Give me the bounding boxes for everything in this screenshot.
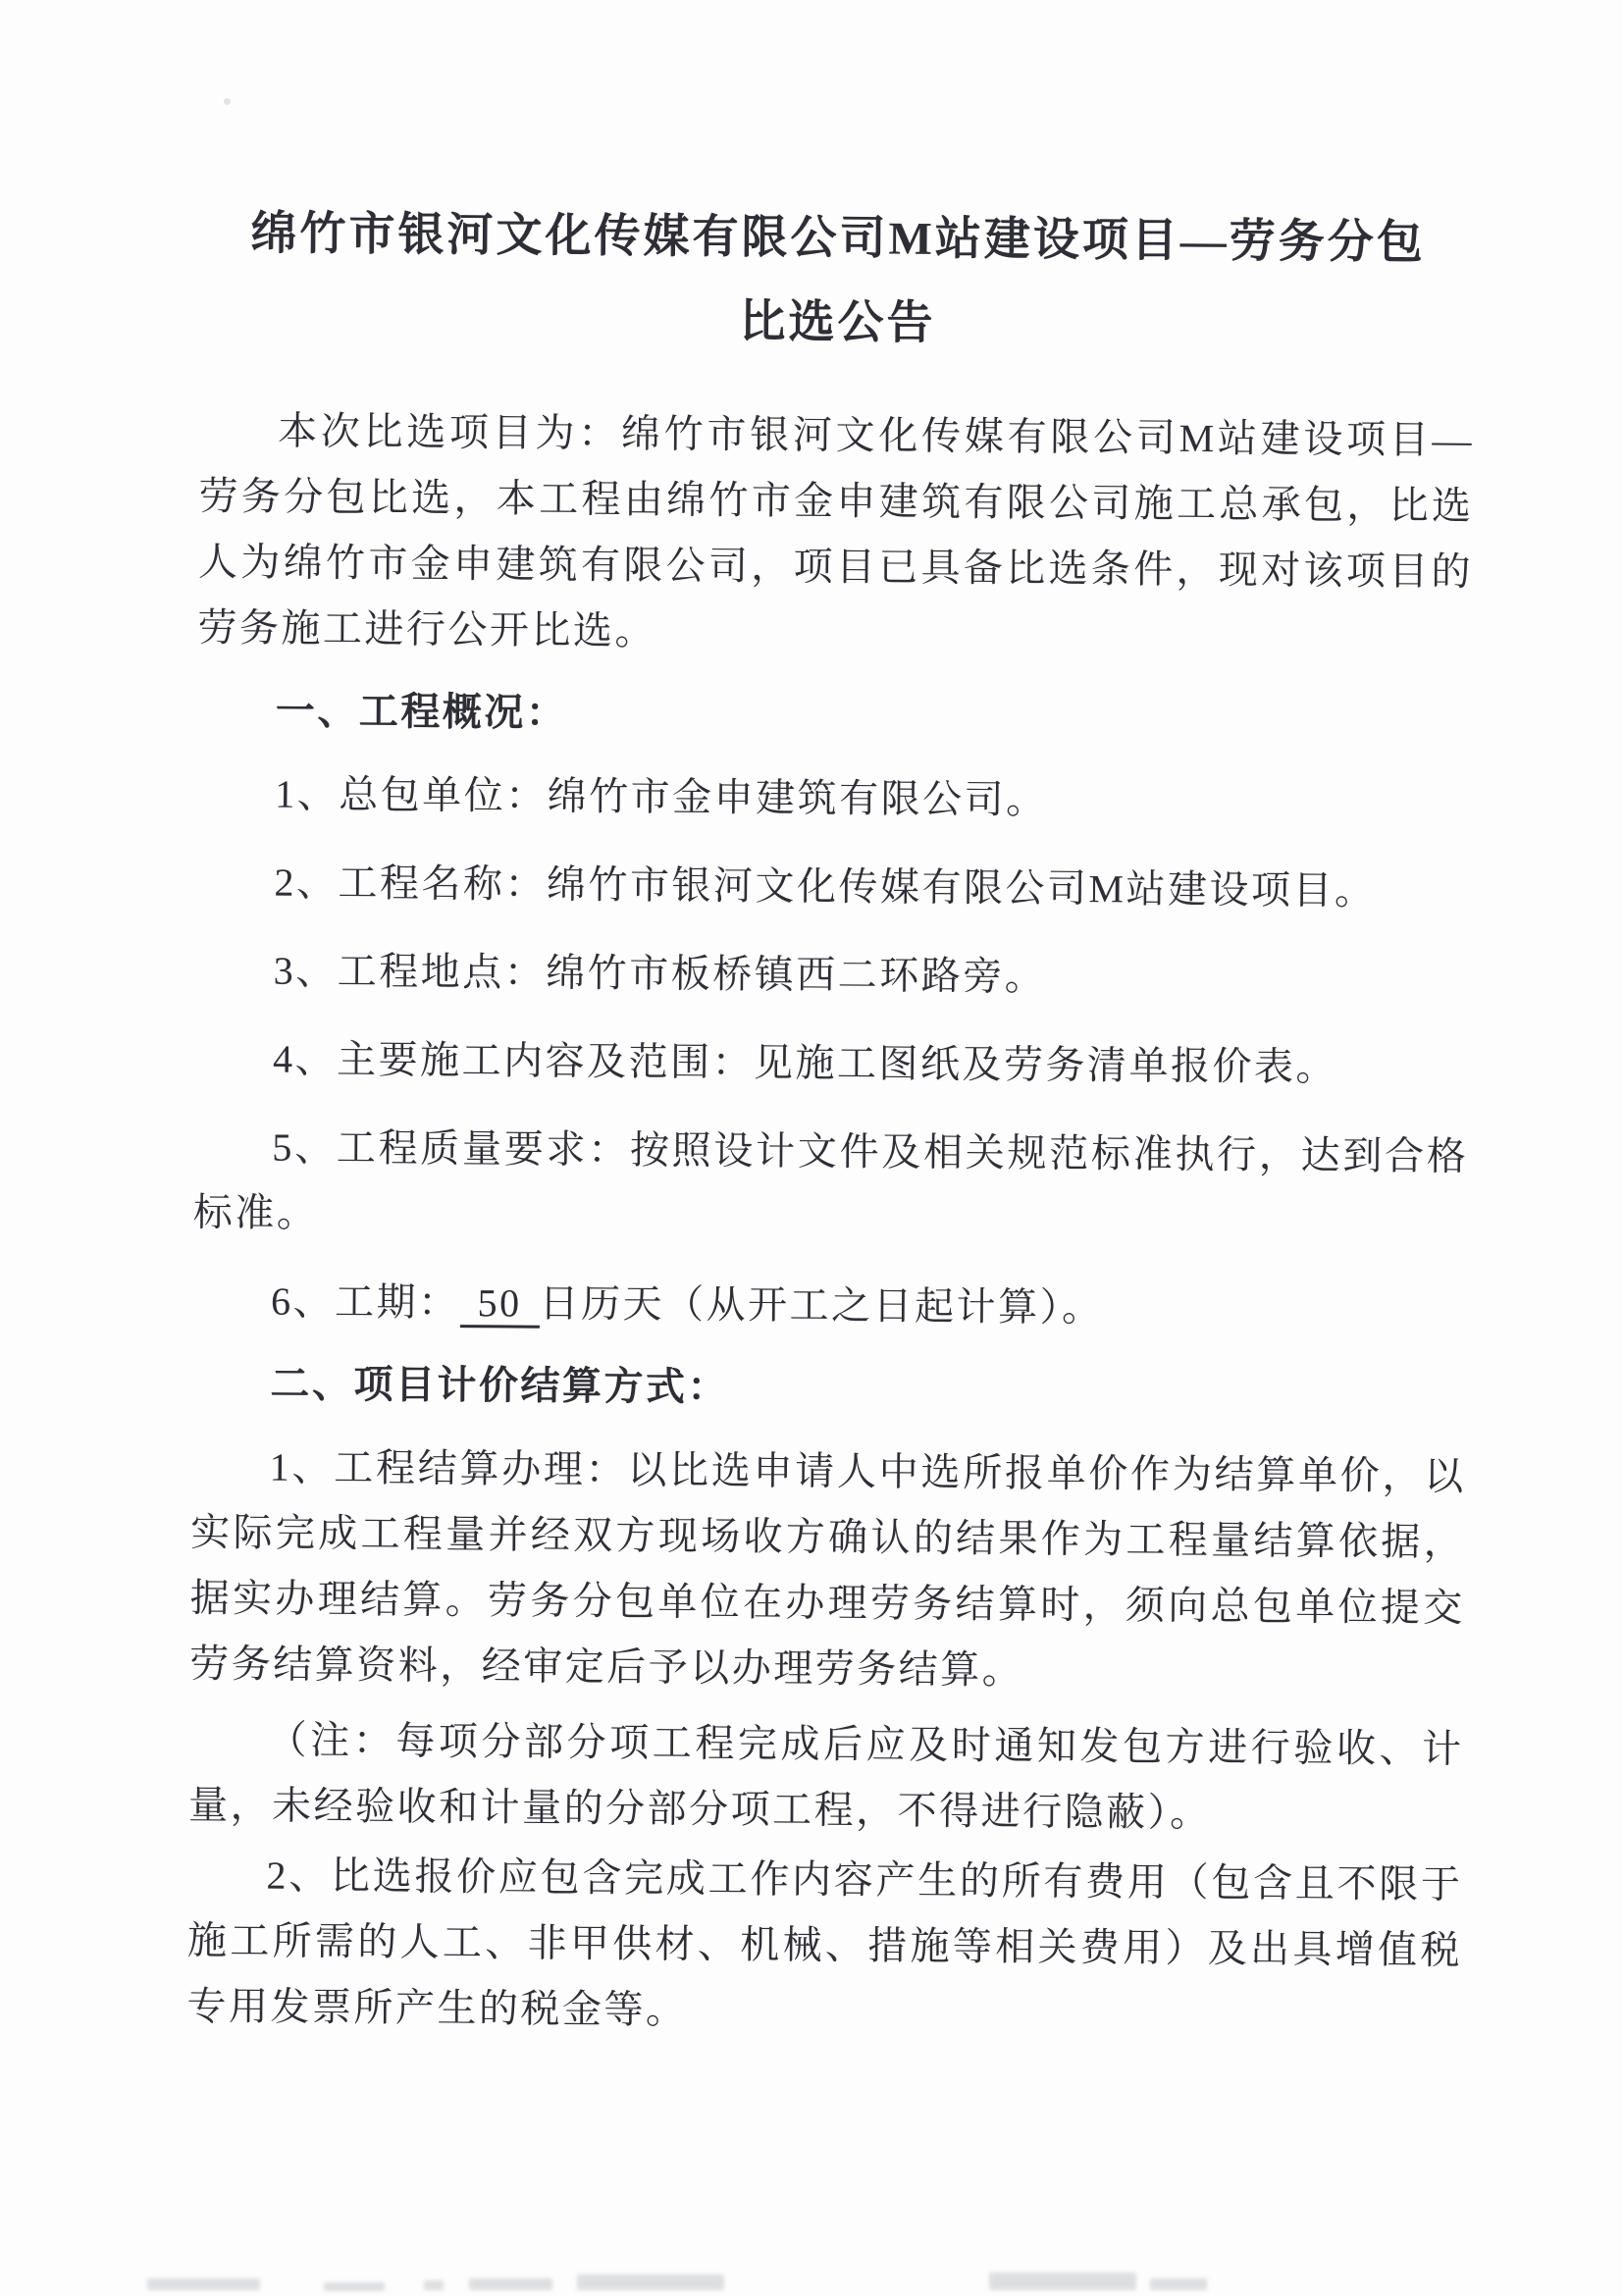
list-item-work-scope: 4、主要施工内容及范围：见施工图纸及劳务清单报价表。 [272, 1036, 1338, 1090]
scan-smudge-bottom [324, 2282, 385, 2291]
scan-smudge-bottom [577, 2274, 724, 2290]
list-item-project-location: 3、工程地点：绵竹市板桥镇西二环路旁。 [273, 948, 1047, 999]
scan-smudge-bottom [989, 2272, 1136, 2290]
scan-smudge-bottom [147, 2278, 260, 2290]
document-content [186, 191, 1476, 2049]
settlement-paragraph: 1、工程结算办理：以比选申请人中选所报单价作为结算单价，以实际完成工程量并经双方现场收方确认的结果作为工程量结算依据，据实办理结算。劳务分包单位在办理劳务结算时，须向总包单位提交劳务结算资料，经审定后予以办理劳务结算。 [189, 1444, 1466, 1693]
scan-smudge-bottom [424, 2280, 444, 2290]
note-paragraph: （注：每项分部分项工程完成后应及时通知发包方进行验收、计量，未经验收和计量的分部分项工程，不得进行隐蔽）。 [187, 1717, 1464, 1836]
scan-smudge-bottom [469, 2278, 552, 2290]
duration-value-underlined: 50 [459, 1280, 539, 1329]
duration-prefix: 6、工期： [270, 1278, 460, 1326]
list-item-project-name: 2、工程名称：绵竹市银河文化传媒有限公司M站建设项目。 [274, 860, 1377, 913]
scan-speck [224, 98, 231, 105]
list-item-general-contractor: 1、总包单位：绵竹市金申建筑有限公司。 [275, 771, 1048, 822]
intro-paragraph: 本次比选项目为：绵竹市银河文化传媒有限公司M站建设项目—劳务分包比选，本工程由绵竹市金申建筑有限公司施工总承包，比选人为绵竹市金申建筑有限公司，项目已具备比选条件，现对该项目的劳务施工进行公开比选。 [197, 408, 1475, 653]
scan-smudge-bottom [1150, 2278, 1207, 2290]
section1-heading: 一、工程概况： [275, 688, 568, 735]
document-title [200, 191, 1476, 370]
fee-scope-paragraph: 2、比选报价应包含完成工作内容产生的所有费用（包含且不限于施工所需的人工、非甲供材、机械、措施等相关费用）及出具增值税专用发票所产生的税金等。 [186, 1852, 1463, 2032]
section2-heading: 二、项目计价结算方式： [270, 1361, 730, 1410]
list-item-duration [192, 1268, 1467, 1343]
document-title-line-2: 比选公告 [739, 296, 936, 349]
duration-suffix: 日历天（从开工之日起计算）。 [539, 1280, 1104, 1331]
document-title-line-1: 绵竹市银河文化传媒有限公司M站建设项目—劳务分包 [250, 208, 1427, 269]
list-item-quality-requirement: 5、工程质量要求：按照设计文件及相关规范标准执行，达到合格标准。 [192, 1124, 1469, 1235]
